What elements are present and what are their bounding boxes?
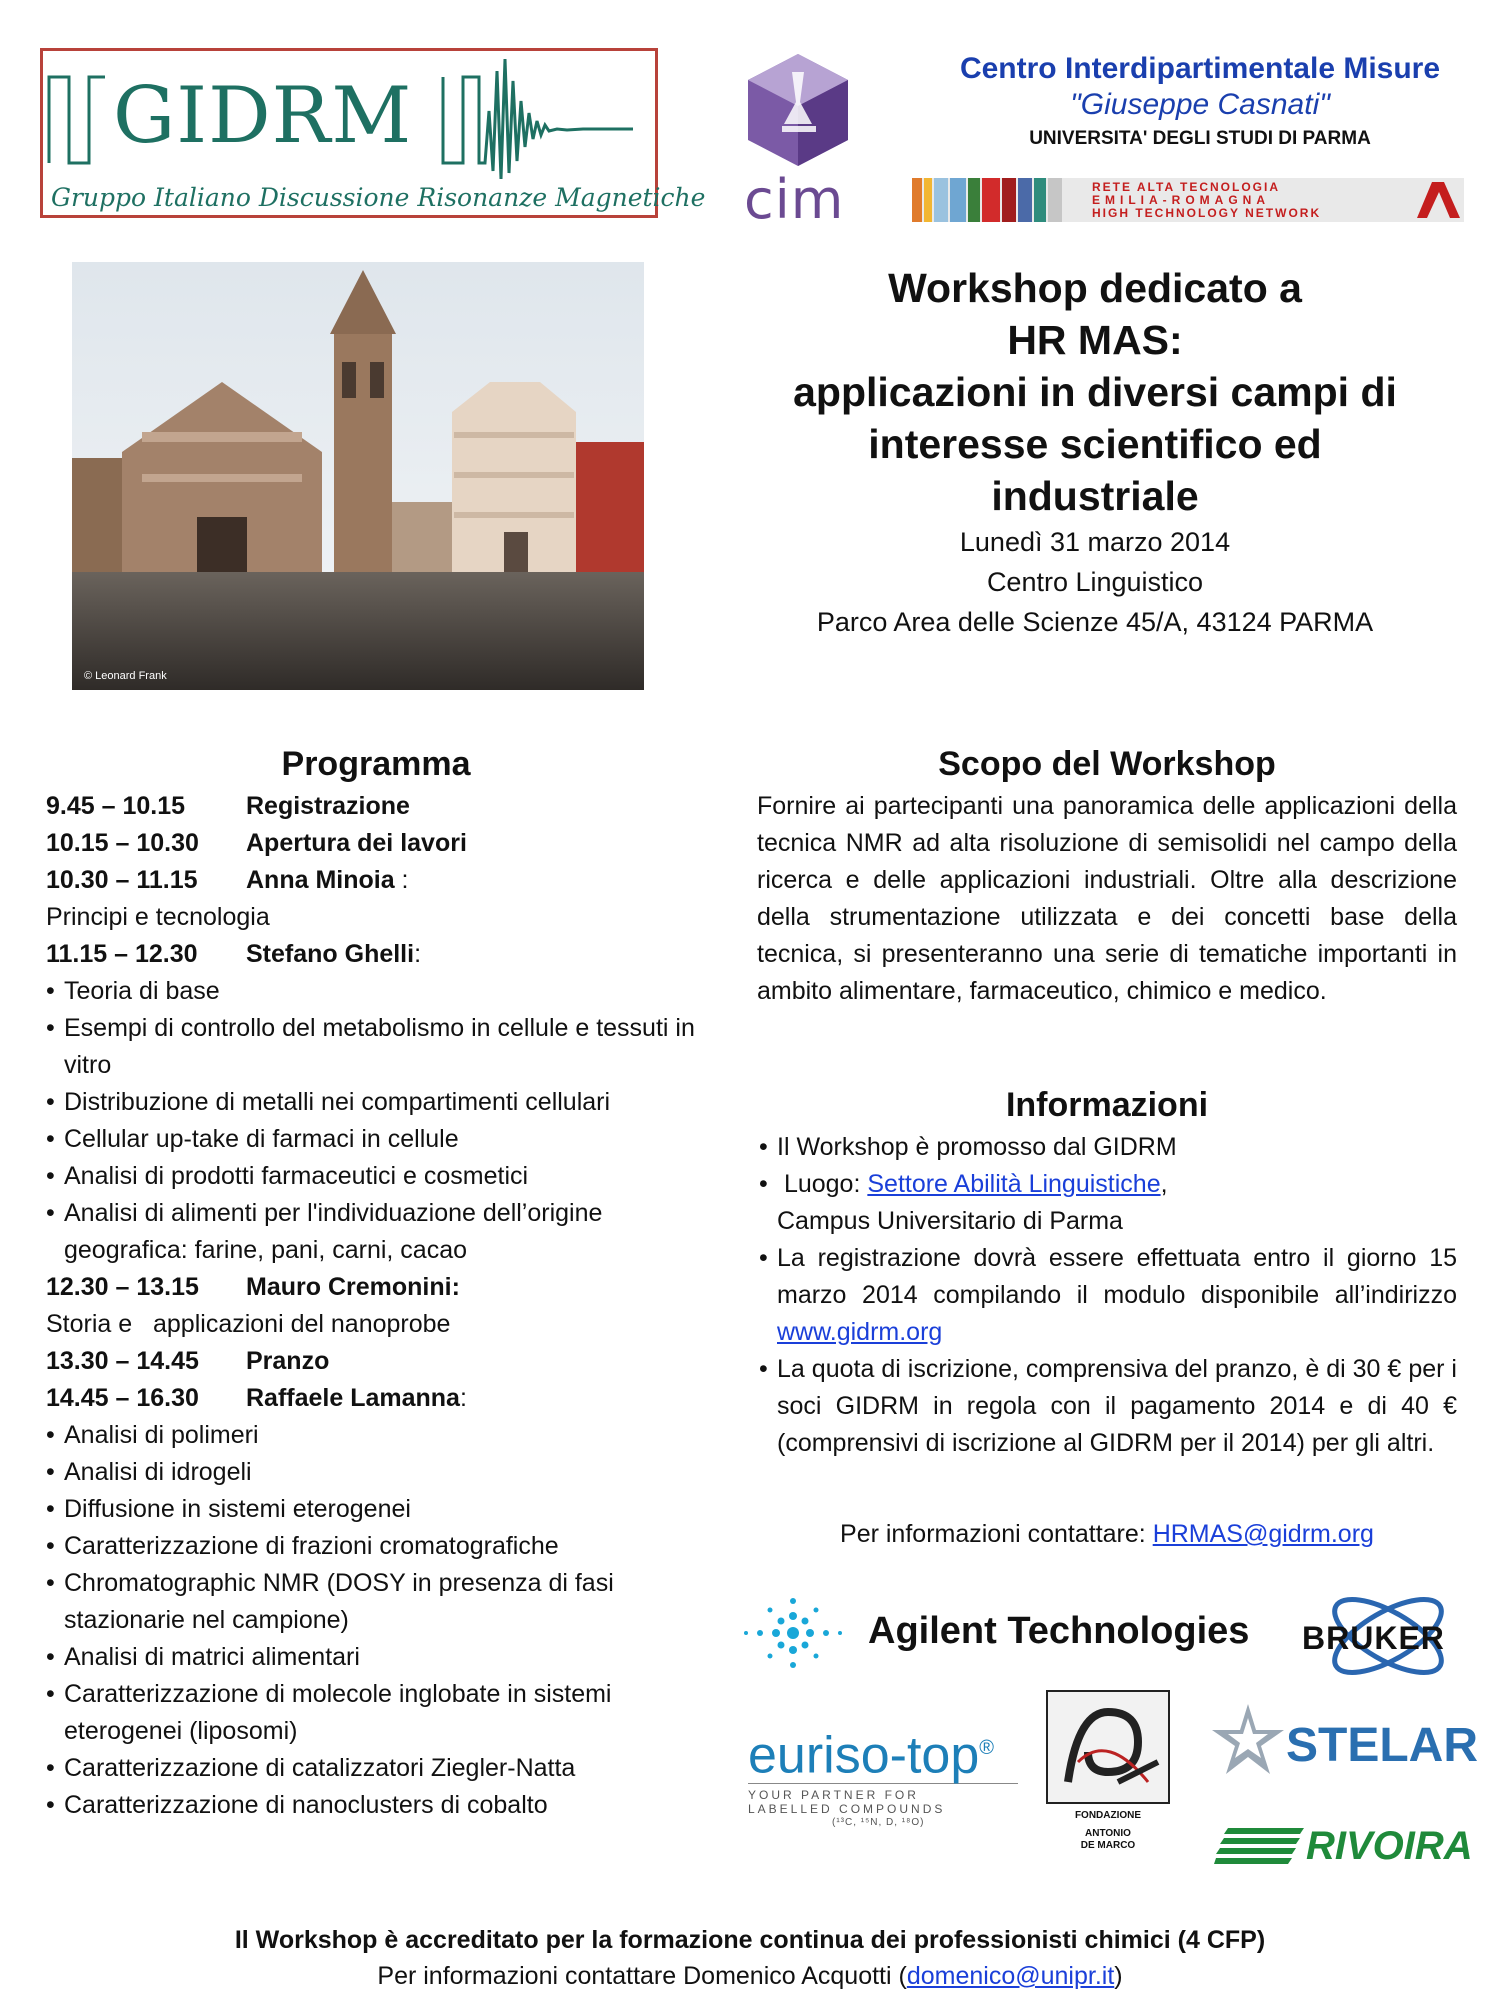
scopo-section [757, 742, 1457, 1010]
program-slot [46, 862, 706, 899]
title-line-2: HR MAS: [1007, 317, 1183, 363]
slot-time: 12.30 – 13.15 [46, 1273, 199, 1301]
slot-title: Registrazione [246, 792, 410, 820]
slot-time: 10.15 – 10.30 [46, 829, 199, 857]
agilent-logo [738, 1588, 1288, 1678]
eurisotop-wordmark: euriso-top [748, 1726, 980, 1785]
slot-speaker: Raffaele Lamanna [246, 1384, 460, 1412]
photo-credit: © Leonard Frank [84, 670, 167, 682]
info-text: Campus Universitario di Parma [777, 1207, 1123, 1235]
bruker-logo [1298, 1586, 1478, 1686]
bruker-wordmark: BRUKER [1302, 1620, 1445, 1656]
slot-speaker: Anna Minoia [246, 866, 395, 894]
info-item-quota [757, 1351, 1457, 1462]
eurisotop-tagline-1: YOUR PARTNER FOR [748, 1783, 1018, 1802]
cim-wordmark: cim [744, 168, 845, 231]
fondazione-name-1: ANTONIO [1085, 1828, 1131, 1839]
registered-mark: ® [979, 1737, 994, 1759]
rivoira-stripes-icon [1214, 1820, 1306, 1872]
list-item: • Distribuzione di metalli nei compartimenti cellulari [46, 1084, 706, 1121]
rete-line-2: EMILIA-ROMAGNA [1092, 193, 1270, 207]
rete-alta-tecnologia-banner [912, 178, 1464, 222]
domenico-email-link[interactable]: domenico@unipr.it [906, 1962, 1115, 1990]
university-name: UNIVERSITA' DEGLI STUDI DI PARMA [1029, 128, 1371, 149]
cim-cube-icon [738, 50, 858, 170]
stelar-wordmark: STELAR [1286, 1719, 1478, 1772]
cathedral-illustration [72, 262, 644, 690]
contact-label: Per informazioni contattare: [840, 1520, 1153, 1548]
title-line-4: interesse scientifico ed [868, 421, 1322, 467]
info-item-registrazione [757, 1240, 1457, 1351]
slot-topic: Principi e tecnologia [46, 903, 270, 931]
footer-contact-suffix: ) [1114, 1962, 1123, 1990]
fondazione-de-marco-logo [1046, 1690, 1170, 1856]
stelar-logo [1208, 1700, 1478, 1790]
program-slot [46, 936, 706, 973]
title-line-1: Workshop dedicato a [888, 265, 1302, 311]
stelar-star-icon [1208, 1700, 1288, 1780]
list-item: • Analisi di prodotti farmaceutici e cosmetici [46, 1158, 706, 1195]
list-item: • Esempi di controllo del metabolismo in cellule e tessuti in vitro [46, 1010, 706, 1084]
list-item: • Analisi di idrogeli [46, 1454, 706, 1491]
agilent-wordmark: Agilent Technologies [868, 1610, 1250, 1652]
programma-section [46, 742, 706, 1824]
scopo-heading: Scopo del Workshop [938, 745, 1276, 783]
list-item: • Analisi di alimenti per l'individuazione dell’origine geografica: farine, pani, carni, cacao [46, 1195, 706, 1269]
info-text: Luogo: [777, 1170, 868, 1198]
informazioni-heading: Informazioni [1005, 1086, 1209, 1124]
title-line-3: applicazioni in diversi campi di [793, 369, 1397, 415]
program-slot [46, 788, 706, 825]
slot-time: 11.15 – 12.30 [46, 940, 198, 968]
list-item: • Chromatographic NMR (DOSY in presenza di fasi stazionarie nel campione) [46, 1565, 706, 1639]
slot-title: Pranzo [246, 1347, 330, 1375]
info-text: La quota di iscrizione, comprensiva del pranzo, è di 30 € per i soci GIDRM in regola con il pagamento 2014 e di 40 € (comprensivi di iscrizione al GIDRM per il 2014) per gli altri. [777, 1355, 1457, 1457]
gidrm-wordmark: GIDRM [113, 71, 413, 161]
footer-contact [0, 1958, 1500, 1994]
cim-logo [738, 50, 858, 230]
programma-heading: Programma [281, 745, 471, 783]
rivoira-wordmark: RIVOIRA [1306, 1824, 1473, 1868]
slot-time: 10.30 – 11.15 [46, 866, 198, 894]
scopo-text: Fornire ai partecipanti una panoramica delle applicazioni della tecnica NMR ad alta risoluzione di semisolidi nel campo della ricerca e delle applicazioni industriali. Oltre alla descrizione della strumentazione utilizzata e dei concetti base della tecnica, si presenteranno una serie di tematiche importanti in ambito alimentare, farmaceutico, chimico e medico. [757, 792, 1457, 1005]
info-item-promoted [757, 1129, 1457, 1166]
program-slot [46, 1269, 706, 1306]
list-item: • Caratterizzazione di catalizzatori Ziegler-Natta [46, 1750, 706, 1787]
list-item: • Analisi di polimeri [46, 1417, 706, 1454]
slot-title: Apertura dei lavori [246, 829, 467, 857]
fondazione-emblem-icon [1048, 1692, 1168, 1802]
rete-line-3: HIGH TECHNOLOGY NETWORK [1092, 206, 1322, 220]
list-item: • Caratterizzazione di molecole inglobate in sistemi eterogenei (liposomi) [46, 1676, 706, 1750]
slot-time: 13.30 – 14.45 [46, 1347, 199, 1375]
eurisotop-tagline-3: (¹³C, ¹⁵N, D, ¹⁸O) [832, 1817, 925, 1829]
event-venue: Centro Linguistico [986, 567, 1204, 597]
program-slot [46, 825, 706, 862]
gidrm-subtitle: Gruppo Italiano Discussione Risonanze Magnetiche [51, 183, 706, 212]
list-item: • Caratterizzazione di nanoclusters di cobalto [46, 1787, 706, 1824]
list-item: • Diffusione in sistemi eterogenei [46, 1491, 706, 1528]
centro-name: Centro Interdipartimentale Misure [959, 52, 1441, 85]
slot-topic: Storia e applicazioni del nanoprobe [46, 1310, 451, 1338]
info-text: , [1160, 1170, 1168, 1198]
informazioni-section [757, 1083, 1457, 1462]
eurisotop-tagline-2: LABELLED COMPOUNDS [748, 1802, 946, 1817]
slot-suffix: : [414, 940, 422, 968]
fondazione-emblem [1046, 1690, 1170, 1804]
accreditation-note: Il Workshop è accreditato per la formazione continua dei professionisti chimici (4 CFP) [234, 1926, 1266, 1954]
footer [0, 1922, 1500, 1994]
program-slot [46, 1343, 706, 1380]
fondazione-name-2: DE MARCO [1080, 1840, 1136, 1851]
footer-contact-text: Per informazioni contattare Domenico Acquotti ( [377, 1962, 907, 1990]
info-text: Il Workshop è promosso dal GIDRM [777, 1133, 1177, 1161]
rivoira-logo [1214, 1820, 1476, 1872]
event-date: Lunedì 31 marzo 2014 [959, 527, 1231, 557]
hrmas-email-link[interactable]: HRMAS@gidrm.org [1152, 1520, 1374, 1548]
slot-suffix: : [459, 1384, 467, 1412]
slot-speaker: Stefano Ghelli [246, 940, 415, 968]
contact-line [757, 1520, 1457, 1549]
parma-cathedral-photo [72, 262, 644, 690]
event-address: Parco Area delle Scienze 45/A, 43124 PARMA [816, 607, 1374, 637]
program-slot [46, 1380, 706, 1417]
list-item: • Teoria di base [46, 973, 706, 1010]
info-text: La registrazione dovrà essere effettuata entro il giorno 15 marzo 2014 compilando il modulo disponibile all’indirizzo [777, 1244, 1457, 1309]
settore-link[interactable]: Settore Abilità Linguistiche [867, 1170, 1161, 1198]
rete-line-1: RETE ALTA TECNOLOGIA [1092, 180, 1280, 194]
title-line-5: industriale [991, 473, 1199, 519]
list-item: • Cellular up-take di farmaci in cellule [46, 1121, 706, 1158]
eurisotop-logo [748, 1720, 1018, 1844]
slot-time: 14.45 – 16.30 [46, 1384, 199, 1412]
slot-time: 9.45 – 10.15 [46, 792, 186, 820]
centro-subtitle: "Giuseppe Casnati" [1070, 88, 1330, 121]
centro-header [920, 52, 1480, 150]
gidrm-website-link[interactable]: www.gidrm.org [777, 1318, 943, 1346]
info-item-luogo [757, 1166, 1457, 1240]
list-item: • Analisi di matrici alimentari [46, 1639, 706, 1676]
slot-speaker: Mauro Cremonini: [246, 1273, 460, 1301]
agilent-spark-icon [738, 1588, 848, 1678]
gidrm-logo [40, 48, 706, 218]
list-item: • Caratterizzazione di frazioni cromatografiche [46, 1528, 706, 1565]
slot-suffix: : [394, 866, 409, 894]
event-title-block [735, 262, 1455, 642]
fondazione-label: FONDAZIONE [1074, 1810, 1142, 1821]
